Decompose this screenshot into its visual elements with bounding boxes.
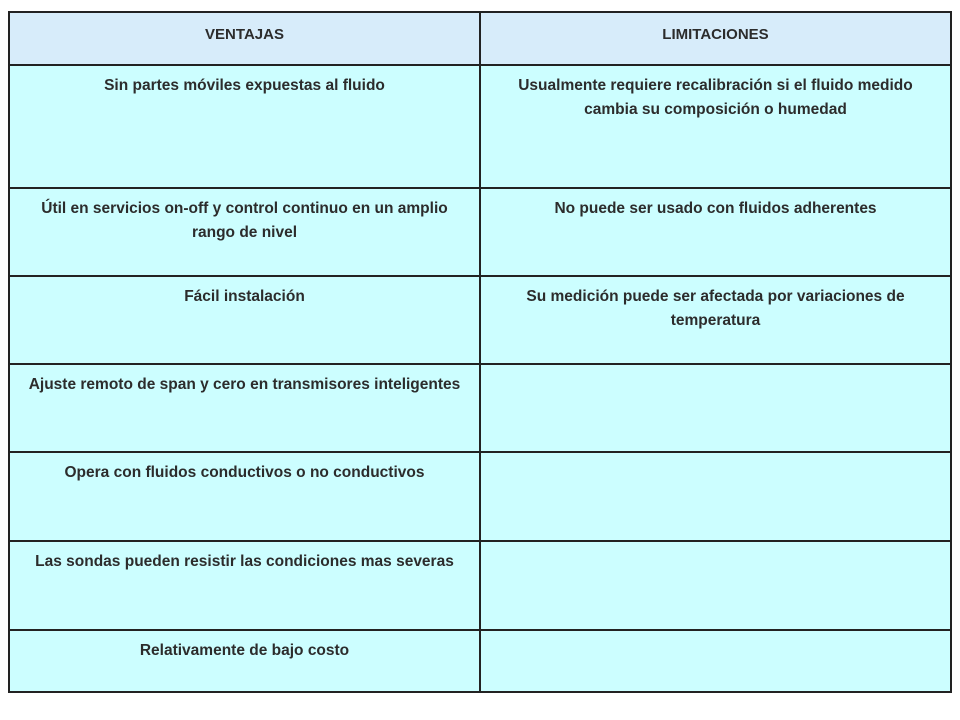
limitacion-cell <box>480 541 951 630</box>
ventaja-cell: Relativamente de bajo costo <box>9 630 480 692</box>
ventaja-cell: Sin partes móviles expuestas al fluido <box>9 65 480 188</box>
table-row <box>9 65 951 188</box>
header-ventajas: VENTAJAS <box>9 12 480 65</box>
table-row <box>9 364 951 452</box>
limitacion-cell <box>480 364 951 452</box>
limitacion-cell <box>480 452 951 541</box>
ventaja-cell: Ajuste remoto de span y cero en transmisores inteligentes <box>9 364 480 452</box>
table-row <box>9 188 951 276</box>
ventaja-cell: Las sondas pueden resistir las condiciones mas severas <box>9 541 480 630</box>
limitacion-cell <box>480 630 951 692</box>
header-limitaciones: LIMITACIONES <box>480 12 951 65</box>
limitacion-cell: No puede ser usado con fluidos adherentes <box>480 188 951 276</box>
ventaja-cell: Opera con fluidos conductivos o no conductivos <box>9 452 480 541</box>
table-row <box>9 276 951 364</box>
limitacion-cell: Usualmente requiere recalibración si el fluido medido cambia su composición o humedad <box>480 65 951 188</box>
table-row <box>9 452 951 541</box>
table-header-row <box>9 12 951 65</box>
ventaja-cell: Útil en servicios on-off y control continuo en un amplio rango de nivel <box>9 188 480 276</box>
table-row <box>9 541 951 630</box>
limitacion-cell: Su medición puede ser afectada por variaciones de temperatura <box>480 276 951 364</box>
ventaja-cell: Fácil instalación <box>9 276 480 364</box>
table-row <box>9 630 951 692</box>
comparison-table <box>8 11 952 693</box>
